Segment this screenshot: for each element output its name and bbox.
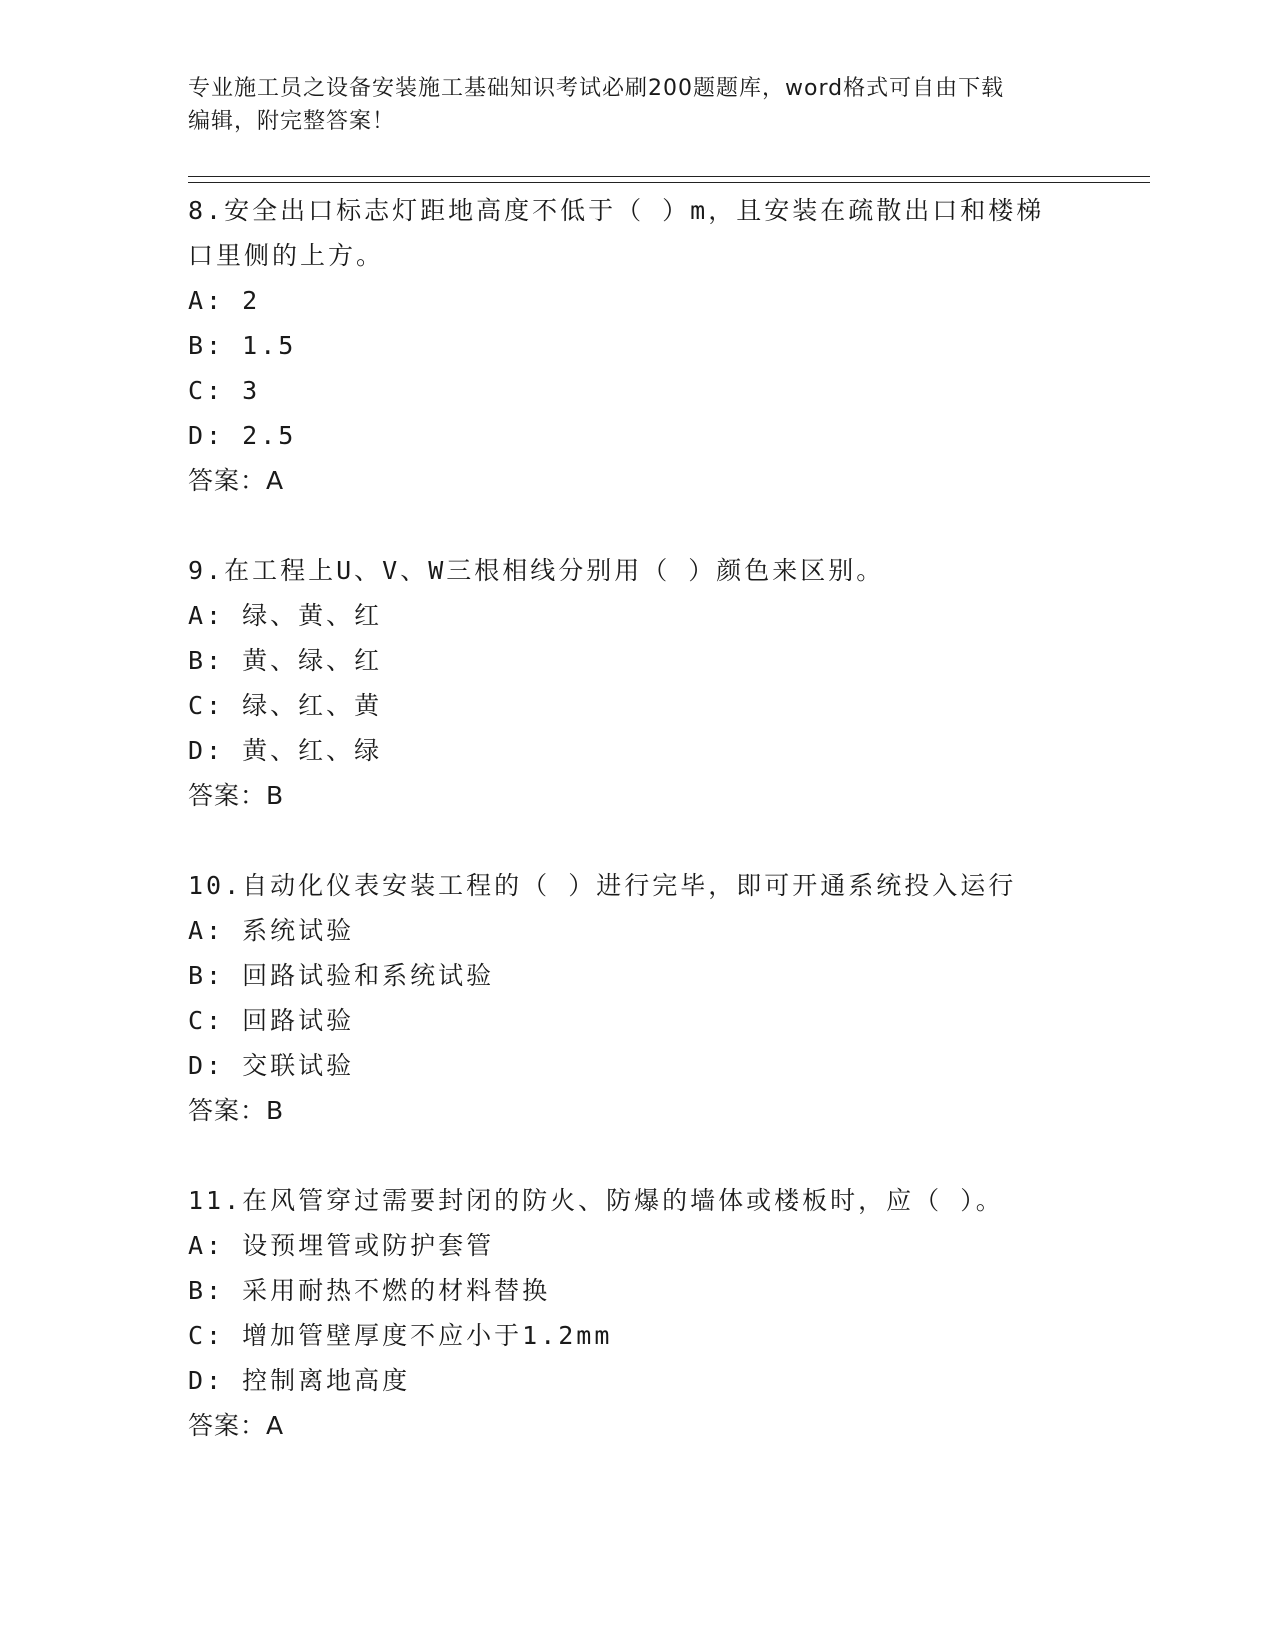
question-spacer [188, 1133, 1088, 1178]
question-10 [188, 863, 1088, 1133]
question-list [188, 188, 1088, 1448]
question-8 [188, 188, 1088, 503]
answer: 答案：A [188, 1411, 285, 1440]
option-d: D: 2.5 [188, 421, 297, 450]
option-c: C: 回路试验 [188, 1006, 355, 1035]
document-header [188, 72, 1088, 138]
option-b: B: 1.5 [188, 331, 297, 360]
option-a: A: 绿、黄、红 [188, 601, 383, 630]
option-a: A: 系统试验 [188, 916, 355, 945]
option-d: D: 黄、红、绿 [188, 736, 383, 765]
header-divider-top [188, 176, 1150, 177]
question-9 [188, 548, 1088, 818]
header-title-line-2: 编辑，附完整答案！ [188, 109, 396, 134]
question-stem: 9.在工程上U、V、W三根相线分别用（ ）颜色来区别。 [188, 556, 885, 585]
answer: 答案：B [188, 781, 285, 810]
option-c: C: 绿、红、黄 [188, 691, 383, 720]
question-11 [188, 1178, 1088, 1448]
question-spacer [188, 818, 1088, 863]
header-title-line-1: 专业施工员之设备安装施工基础知识考试必刷200题题库，word格式可自由下载 [188, 76, 1005, 101]
option-a: A: 2 [188, 286, 261, 315]
option-b: B: 采用耐热不燃的材料替换 [188, 1276, 551, 1305]
question-stem: 10.自动化仪表安装工程的（ ）进行完毕，即可开通系统投入运行 [188, 871, 1017, 900]
option-a: A: 设预埋管或防护套管 [188, 1231, 495, 1260]
option-d: D: 交联试验 [188, 1051, 355, 1080]
option-b: B: 黄、绿、红 [188, 646, 383, 675]
question-stem: 8.安全出口标志灯距地高度不低于（ ）m，且安装在疏散出口和楼梯 [188, 196, 1045, 225]
answer: 答案：B [188, 1096, 285, 1125]
header-divider-bottom [188, 182, 1150, 183]
question-spacer [188, 503, 1088, 548]
option-b: B: 回路试验和系统试验 [188, 961, 495, 990]
option-c: C: 3 [188, 376, 261, 405]
answer: 答案：A [188, 466, 285, 495]
option-c: C: 增加管壁厚度不应小于1.2mm [188, 1321, 613, 1350]
question-stem: 11.在风管穿过需要封闭的防火、防爆的墙体或楼板时，应（ ）。 [188, 1186, 1004, 1215]
question-stem-continued: 口里侧的上方。 [188, 241, 385, 270]
option-d: D: 控制离地高度 [188, 1366, 411, 1395]
